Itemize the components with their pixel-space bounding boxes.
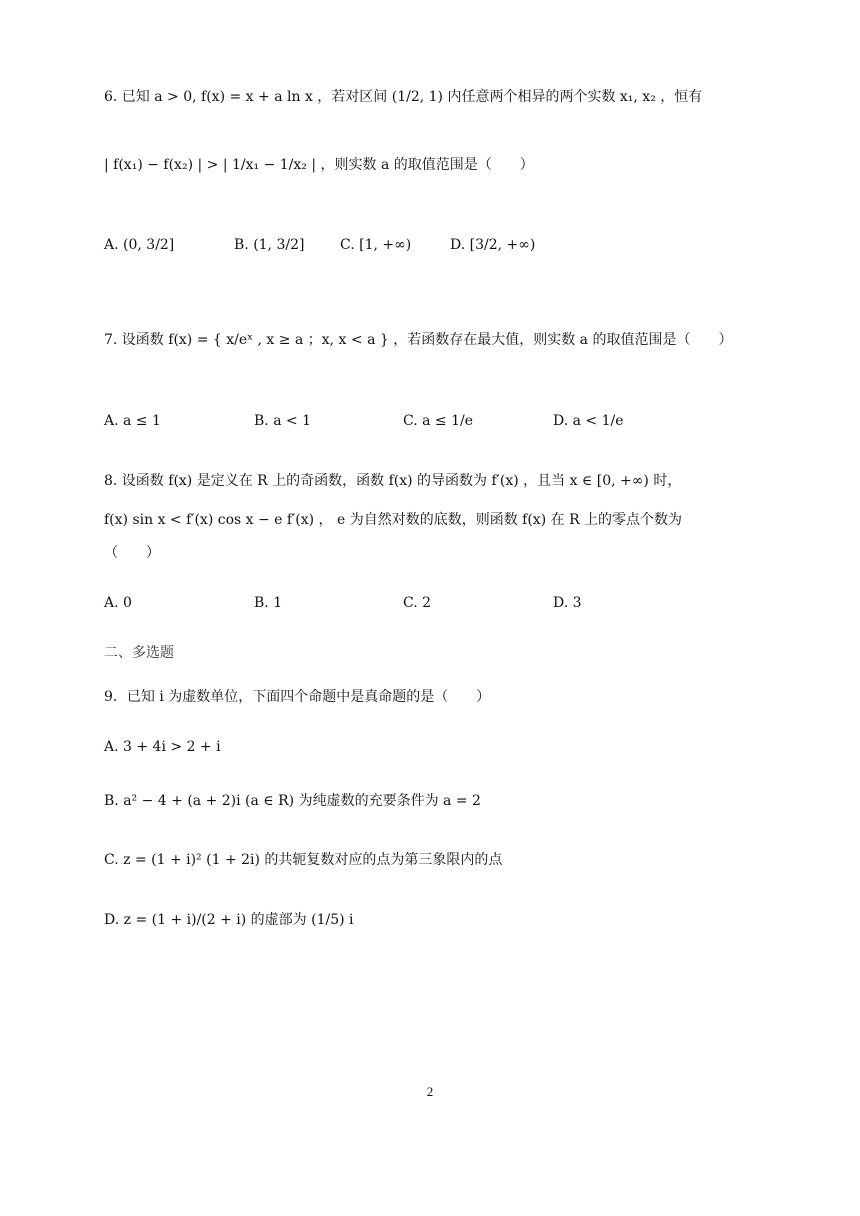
q8-option-d: D. 3 — [553, 595, 582, 611]
page-number: 2 — [426, 1084, 434, 1099]
q8-option-b: B. 1 — [254, 595, 283, 611]
q8-option-a: A. 0 — [104, 595, 132, 611]
q9-option-a: A. 3 + 4i > 2 + i — [104, 739, 221, 755]
q7-option-a: A. a ≤ 1 — [104, 413, 161, 429]
q9-option-b: B. a² − 4 + (a + 2)i (a ∈ R) 为纯虚数的充要条件为 a = 2 — [104, 793, 481, 809]
q9-option-d: D. z = (1 + i)/(2 + i) 的虚部为 (1/5) i — [104, 912, 354, 928]
q6-option-c: C. [1, +∞) — [340, 237, 412, 253]
q6-line1: 6. 已知 a > 0, f(x) = x + a ln x ，若对区间 (1/2, 1) 内任意两个相异的两个实数 x₁, x₂ ，恒有 — [104, 89, 703, 105]
q6-option-d: D. [3/2, +∞) — [450, 237, 536, 253]
q8-line2: f(x) sin x < f′(x) cos x − e f′(x) ， e 为自然对数的底数，则函数 f(x) 在 R 上的零点个数为 — [104, 512, 683, 528]
q9-line: 9．已知 i 为虚数单位，下面四个命题中是真命题的是（ ） — [104, 689, 491, 705]
q7-line: 7. 设函数 f(x) = { x/eˣ , x ≥ a ；x, x < a } ，若函数存在最大值，则实数 a 的取值范围是（ ） — [104, 332, 733, 348]
q6-line2: | f(x₁) − f(x₂) | > | 1/x₁ − 1/x₂ | ，则实数 a 的取值范围是（ ） — [104, 157, 534, 173]
q8-option-c: C. 2 — [403, 595, 432, 611]
q8-line1: 8. 设函数 f(x) 是定义在 R 上的奇函数，函数 f(x) 的导函数为 f′(x) ，且当 x ∈ [0, +∞) 时， — [104, 473, 682, 489]
section-title: 二、多选题 — [104, 645, 174, 661]
q7-option-c: C. a ≤ 1/e — [403, 413, 473, 429]
q6-option-b: B. (1, 3/2] — [234, 237, 305, 253]
q7-option-b: B. a < 1 — [254, 413, 312, 429]
q6-option-a: A. (0, 3/2] — [104, 237, 175, 253]
q8-line3: （ ） — [104, 545, 160, 561]
q9-option-c: C. z = (1 + i)² (1 + 2i) 的共轭复数对应的点为第三象限内的点 — [104, 852, 503, 868]
q7-option-d: D. a < 1/e — [553, 413, 624, 429]
